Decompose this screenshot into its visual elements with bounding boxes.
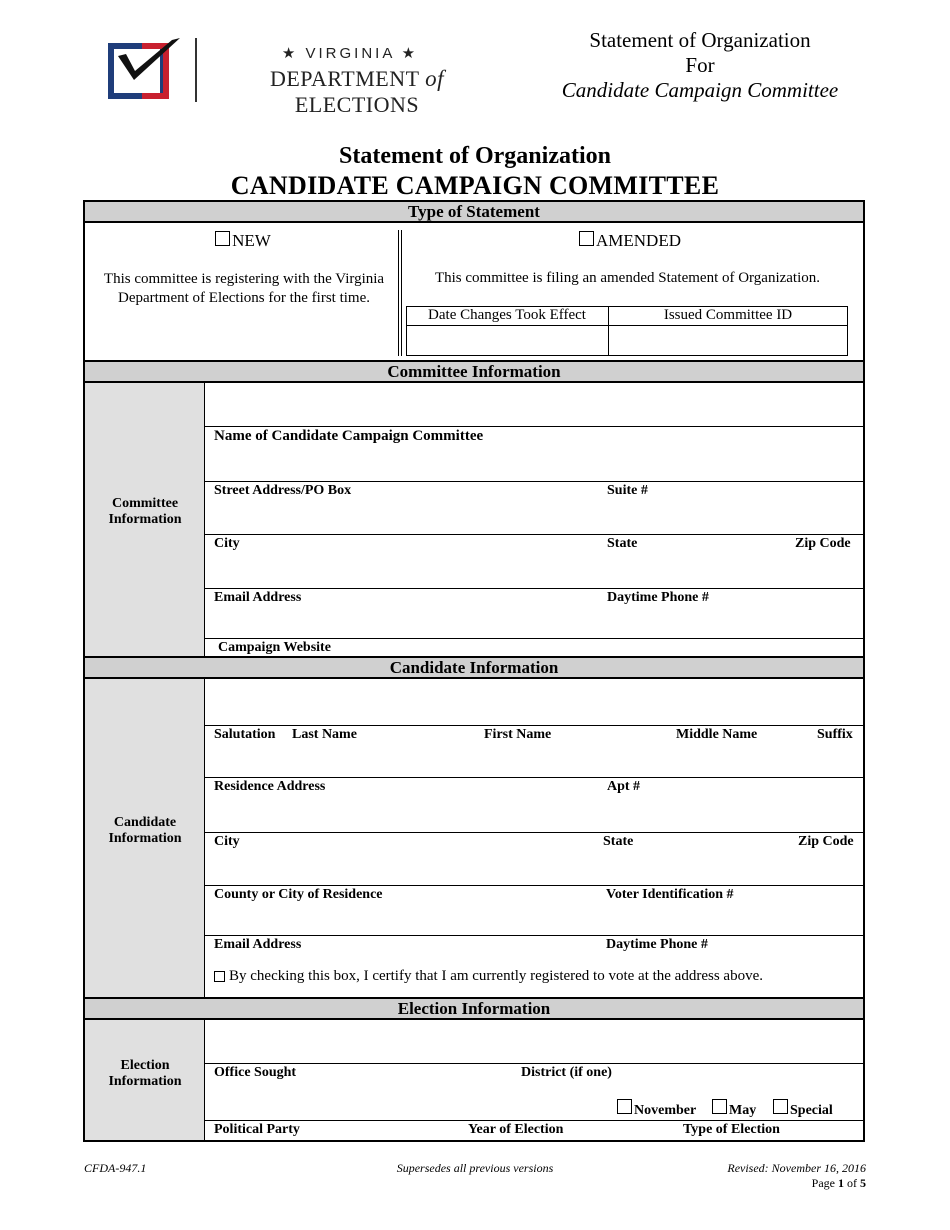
office-sought-field[interactable] [206,1020,863,1063]
candidate-phone-label: Daytime Phone # [606,937,708,952]
type-of-election-label: Type of Election [683,1122,780,1137]
website-label: Campaign Website [218,640,331,655]
residence-address-label: Residence Address [214,779,326,794]
election-heading: Election Information [83,997,865,1020]
state-label: State [607,536,638,551]
certify-checkbox[interactable] [214,971,225,982]
side-label-line: Committee [111,496,179,511]
apt-label: Apt # [607,779,641,794]
candidate-side-label [85,815,205,847]
last-name-label: Last Name [292,727,357,742]
page-title: Statement of Organization [339,143,611,169]
middle-name-label: Middle Name [676,727,758,742]
candidate-name-field[interactable] [206,679,863,725]
suffix-label: Suffix [817,727,853,742]
committee-id-header: Issued Committee ID [663,307,793,323]
office-sought-label: Office Sought [214,1065,297,1080]
page-total: 5 [860,1176,866,1190]
may-label: May [729,1103,757,1118]
header-title-line3: Candidate Campaign Committee [561,78,839,102]
page-prefix: Page [811,1176,835,1190]
field-line [205,426,864,427]
zip-label: Zip Code [795,536,851,551]
november-option[interactable] [617,1099,696,1119]
logo-dept-of: of [425,66,445,91]
logo-department-name [212,66,502,118]
table-divider [406,325,848,326]
suite-label: Suite # [607,483,648,498]
may-option[interactable] [712,1099,756,1119]
amended-option[interactable] [406,231,854,251]
city-label: City [214,536,240,551]
new-label: NEW [232,231,271,250]
political-party-label: Political Party [214,1122,300,1137]
amended-checkbox[interactable] [579,231,594,246]
field-line [205,588,864,589]
field-line [205,777,864,778]
voter-id-label: Voter Identification # [606,887,734,902]
revised-date: Revised: November 16, 2016 [727,1161,866,1175]
november-checkbox[interactable] [617,1099,632,1114]
type-of-statement-heading: Type of Statement [83,200,865,223]
year-of-election-label: Year of Election [468,1122,564,1137]
form-id: CFDA-947.1 [84,1161,147,1175]
candidate-heading: Candidate Information [83,656,865,679]
field-line [205,832,864,833]
side-label-line: Candidate [113,815,177,830]
amended-label: AMENDED [596,231,681,250]
certify-text: By checking this box, I certify that I am currently registered to vote at the address above. [229,968,763,984]
side-label-line: Election [120,1058,170,1073]
logo-dept-elections: ELECTIONS [294,92,420,117]
logo-divider [195,38,197,102]
date-changes-field[interactable] [408,328,606,354]
special-option[interactable] [773,1099,833,1119]
field-line [205,935,864,936]
county-label: County or City of Residence [214,887,383,902]
field-line [205,1063,864,1064]
header-title-line1: Statement of Organization [589,28,811,52]
field-line [205,481,864,482]
committee-heading: Committee Information [83,360,865,383]
side-label-line: Information [108,1074,182,1089]
phone-label: Daytime Phone # [607,590,709,605]
supersedes-note: Supersedes all previous versions [396,1161,554,1175]
divider [401,230,402,356]
virginia-elections-logo [108,36,184,100]
new-option[interactable] [90,231,396,251]
side-label-line: Information [108,831,182,846]
field-line [205,638,864,639]
date-changes-header: Date Changes Took Effect [428,307,586,323]
candidate-state-label: State [603,834,634,849]
salutation-label: Salutation [214,727,276,742]
street-address-label: Street Address/PO Box [214,483,352,498]
committee-side-label [85,496,205,528]
divider [398,230,399,356]
may-checkbox[interactable] [712,1099,727,1114]
logo-state-name: ★ VIRGINIA ★ [281,45,419,62]
field-line [205,725,864,726]
committee-name-label: Name of Candidate Campaign Committee [214,428,484,444]
page-number [812,1176,866,1191]
new-description: This committee is registering with the Virginia Department of Elections for the first time. [103,271,385,306]
special-checkbox[interactable] [773,1099,788,1114]
candidate-zip-label: Zip Code [798,834,854,849]
page-of: of [847,1176,857,1190]
committee-name-field[interactable] [206,383,863,426]
candidate-email-label: Email Address [214,937,302,952]
field-line [205,885,864,886]
email-label: Email Address [214,590,302,605]
district-label: District (if one) [521,1065,612,1080]
first-name-label: First Name [484,727,552,742]
logo-dept-word: DEPARTMENT [269,66,420,91]
special-label: Special [790,1103,833,1118]
header-form-title [540,28,860,103]
page-current: 1 [838,1176,844,1190]
new-checkbox[interactable] [215,231,230,246]
page-subtitle: CANDIDATE CAMPAIGN COMMITTEE [230,171,720,200]
candidate-city-label: City [214,834,240,849]
header-title-line2: For [685,53,715,77]
side-label-line: Information [108,512,182,527]
voter-certification[interactable] [214,968,763,985]
amended-description: This committee is filing an amended Statement of Organization. [434,270,821,286]
field-line [205,534,864,535]
election-side-label [85,1058,205,1090]
committee-id-field[interactable] [610,328,846,354]
field-line [205,1120,864,1121]
november-label: November [634,1103,697,1118]
